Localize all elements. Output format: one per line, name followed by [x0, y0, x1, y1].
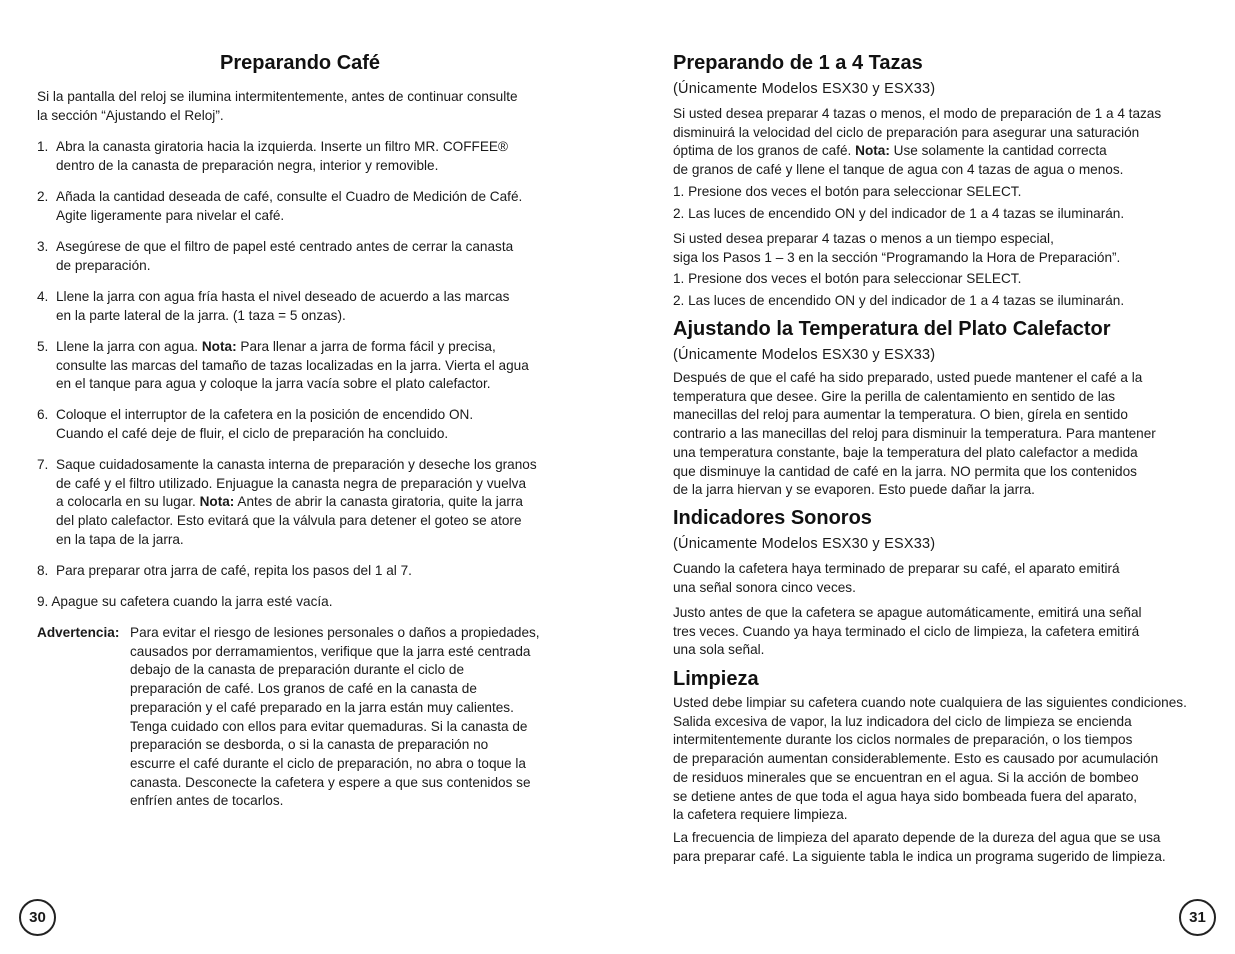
paragraph: Justo antes de que la cafetera se apague automáticamente, emitirá una señal tres veces. Cuando ya haya terminado el ciclo de limpieza, la cafetera emitirá una sola señal.: [673, 605, 1142, 658]
page-number-left: 30: [19, 899, 56, 936]
list: 1. Presione dos veces el botón para seleccionar SELECT. 2. Las luces de encendido ON y del indicador de 1 a 4 tazas se iluminarán.: [673, 271, 1125, 308]
warning-text: Para evitar el riesgo de lesiones personales o daños a propiedades, causados por derramamientos, verifique que la jarra esté centrada debajo de la canasta de preparación durante el ciclo de preparación de café. Los granos de café en la canasta de preparación y el café preparado en la jarra están muy calientes. Tenga cuidado con ellos para evitar quemaduras. Si la canasta de preparación se desborda, o si la canasta de preparación no escurre el café durante el ciclo de preparación, no abra o toque la canasta. Desconecte la cafetera y espere a que sus contenidos se enfríen antes de tocarlos.: [130, 625, 540, 809]
page-title-preparando-cafe: Preparando Café: [220, 52, 381, 74]
section-subtitle: (Únicamente Modelos ESX30 y ESX33): [673, 347, 936, 363]
paragraph: Si usted desea preparar 4 tazas o menos a un tiempo especial, siga los Pasos 1 – 3 en la sección “Programando la Hora de Preparación”.: [673, 231, 1121, 265]
list: 1. Presione dos veces el botón para seleccionar SELECT. 2. Las luces de encendido ON y del indicador de 1 a 4 tazas se iluminarán.: [673, 184, 1125, 221]
section-title-indicadores-sonoros: Indicadores Sonoros: [673, 507, 872, 529]
section-title-temperatura: Ajustando la Temperatura del Plato Calefactor: [673, 318, 1111, 340]
warning-label: Advertencia:: [37, 625, 120, 640]
section-subtitle: (Únicamente Modelos ESX30 y ESX33): [673, 81, 936, 97]
paragraph: Cuando la cafetera haya terminado de preparar su café, el aparato emitirá una señal sonora cinco veces.: [673, 561, 1120, 595]
page-number-right: 31: [1179, 899, 1216, 936]
section-subtitle: (Únicamente Modelos ESX30 y ESX33): [673, 536, 936, 552]
section-title-1-4-tazas: Preparando de 1 a 4 Tazas: [673, 52, 923, 74]
intro-paragraph: Si la pantalla del reloj se ilumina intermitentemente, antes de continuar consulte la sección “Ajustando el Reloj”.: [37, 89, 518, 123]
list-item: 9. Apague su cafetera cuando la jarra esté vacía.: [37, 594, 333, 609]
paragraph: Usted debe limpiar su cafetera cuando note cualquiera de las siguientes condiciones. Salida excesiva de vapor, la luz indicadora del ciclo de limpieza se encienda intermitentemente durante los ciclos normales de preparación, o los tiempos de preparación aumentan considerablemente. Esto es causado por acumulación de residuos minerales que se encuentran en el agua. Si la acción de bombeo se detiene antes de que toda el agua haya sido bombeada fuera del aparato, la cafetera requiere limpieza.: [673, 695, 1187, 823]
paragraph: Si usted desea preparar 4 tazas o menos, el modo de preparación de 1 a 4 tazas disminuirá la velocidad del ciclo de preparación para asegurar una saturación óptima de los granos de café. Nota: Use solamente la cantidad correcta de granos de café y llene el tanque de agua con 4 tazas de agua o menos.: [673, 106, 1162, 178]
section-title-limpieza: Limpieza: [673, 668, 759, 690]
paragraph: Después de que el café ha sido preparado, usted puede mantener el café a la temperatura que desee. Gire la perilla de calentamiento en sentido de las manecillas del reloj para aumentar la temperatura. O bien, gírela en sentido contrario a las manecillas del reloj para disminuir la temperatura. Para mantener una temperatura constante, baje la temperatura del plato calefactor a medida que disminuye la cantidad de café en la jarra. NO permita que los contenidos de la jarra hiervan y se evaporen. Esto puede dañar la jarra.: [673, 370, 1156, 498]
paragraph: La frecuencia de limpieza del aparato depende de la dureza del agua que se usa para preparar café. La siguiente tabla le indica un programa sugerido de limpieza.: [673, 830, 1166, 864]
